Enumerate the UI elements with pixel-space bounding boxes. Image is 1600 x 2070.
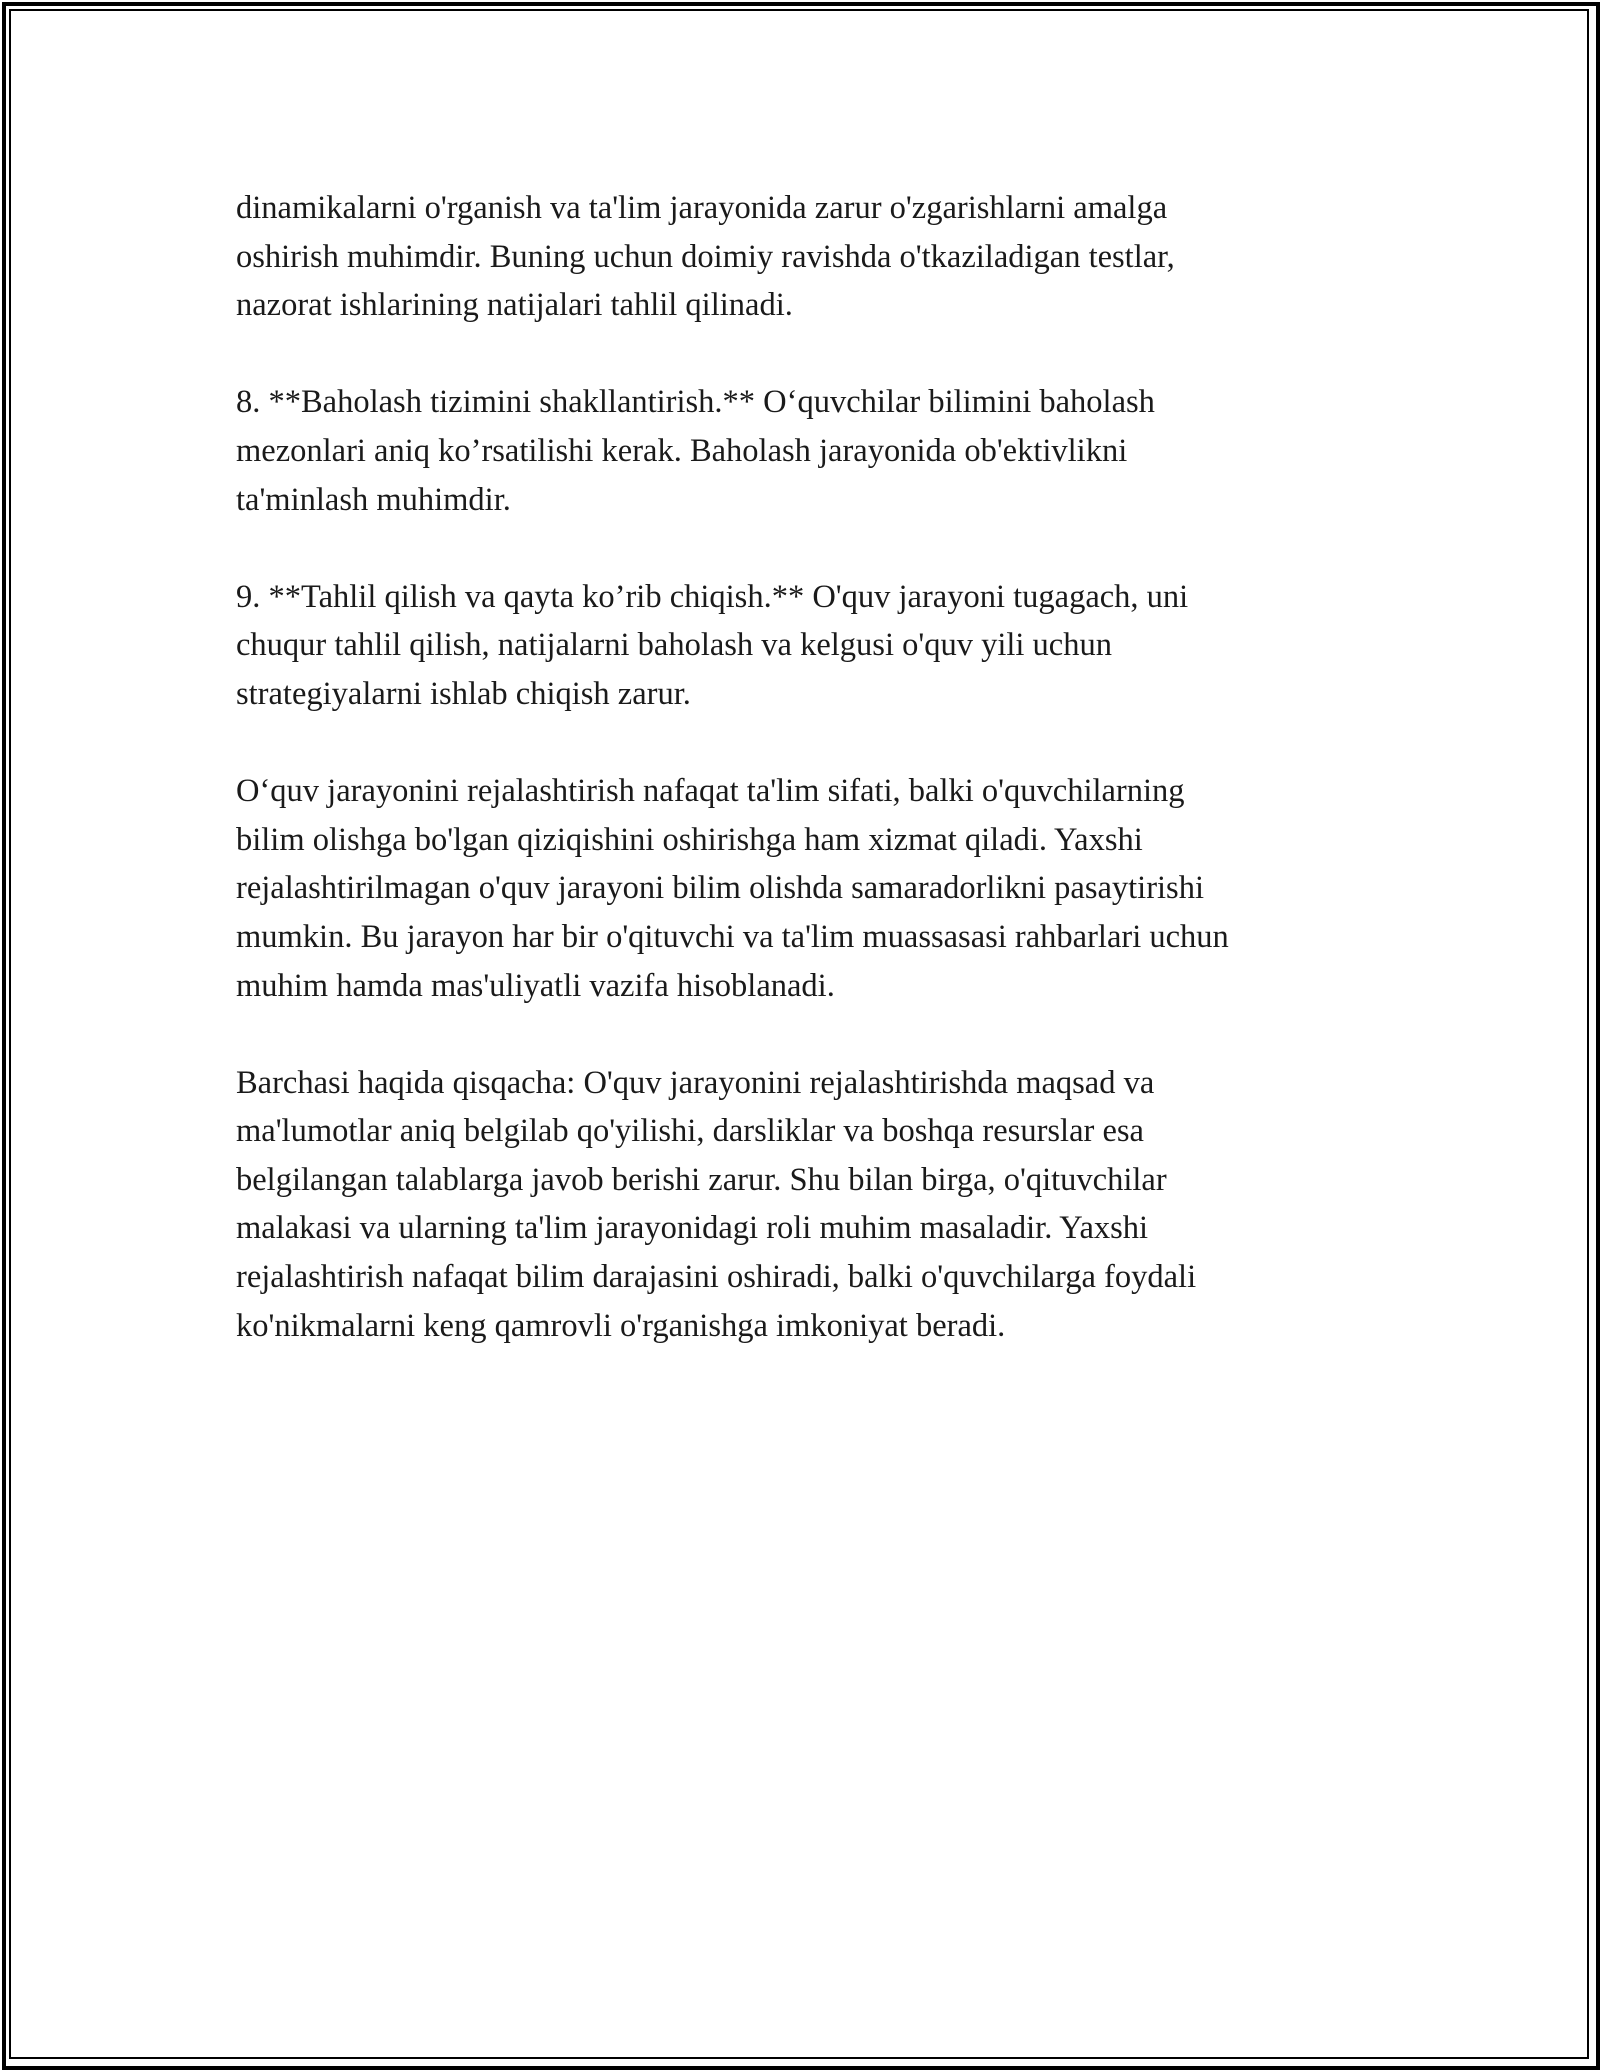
text-line: mumkin. Bu jarayon har bir o'qituvchi va ta'lim muassasasi rahbarlari uchun [236, 918, 1229, 955]
document-body [236, 184, 1366, 1399]
text-line: nazorat ishlarining natijalari tahlil qilinadi. [236, 287, 793, 324]
text-line: rejalashtirilmagan o'quv jarayoni bilim olishda samaradorlikni pasaytirishi [236, 870, 1204, 907]
text-line: dinamikalarni o'rganish va ta'lim jarayonida zarur o'zgarishlarni amalga [236, 190, 1168, 226]
text-line: strategiyalarni ishlab chiqish zarur. [236, 675, 691, 712]
text-line: ma'lumotlar aniq belgilab qo'yilishi, darsliklar va boshqa resurslar esa [236, 1113, 1144, 1150]
text-line: muhim hamda mas'uliyatli vazifa hisoblanadi. [236, 967, 835, 1004]
text-line: bilim olishga bo'lgan qiziqishini oshirishga ham xizmat qiladi. Yaxshi [236, 821, 1143, 858]
text-line: ko'nikmalarni keng qamrovli o'rganishga imkoniyat beradi. [236, 1307, 1006, 1344]
paragraph-continuation [236, 184, 1366, 330]
text-line: 9. **Tahlil qilish va qayta ko’rib chiqish.** O'quv jarayoni tugagach, uni [236, 578, 1189, 615]
text-line: ta'minlash muhimdir. [236, 481, 511, 518]
text-line: oshirish muhimdir. Buning uchun doimiy ravishda o'tkaziladigan testlar, [236, 238, 1175, 275]
text-line: Barchasi haqida qisqacha: O'quv jarayonini rejalashtirishda maqsad va [236, 1064, 1155, 1101]
text-line: mezonlari aniq ko’rsatilishi kerak. Baholash jarayonida ob'ektivlikni [236, 432, 1128, 469]
text-line: belgilangan talablarga javob berishi zarur. Shu bilan birga, o'qituvchilar [236, 1161, 1167, 1198]
text-line: 8. **Baholash tizimini shakllantirish.** O‘quvchilar bilimini baholash [236, 384, 1155, 421]
text-line: rejalashtirish nafaqat bilim darajasini oshiradi, balki o'quvchilarga foydali [236, 1259, 1197, 1296]
text-line: chuqur tahlil qilish, natijalarni baholash va kelgusi o'quv yili uchun [236, 627, 1112, 664]
paragraph-summary [236, 1059, 1366, 1351]
text-line: O‘quv jarayonini rejalashtirish nafaqat ta'lim sifati, balki o'quvchilarning [236, 773, 1185, 810]
text-line: malakasi va ularning ta'lim jarayonidagi roli muhim masaladir. Yaxshi [236, 1210, 1149, 1247]
paragraph-planning-importance [236, 767, 1366, 1010]
paragraph-item-9 [236, 573, 1366, 719]
paragraph-item-8 [236, 378, 1366, 524]
